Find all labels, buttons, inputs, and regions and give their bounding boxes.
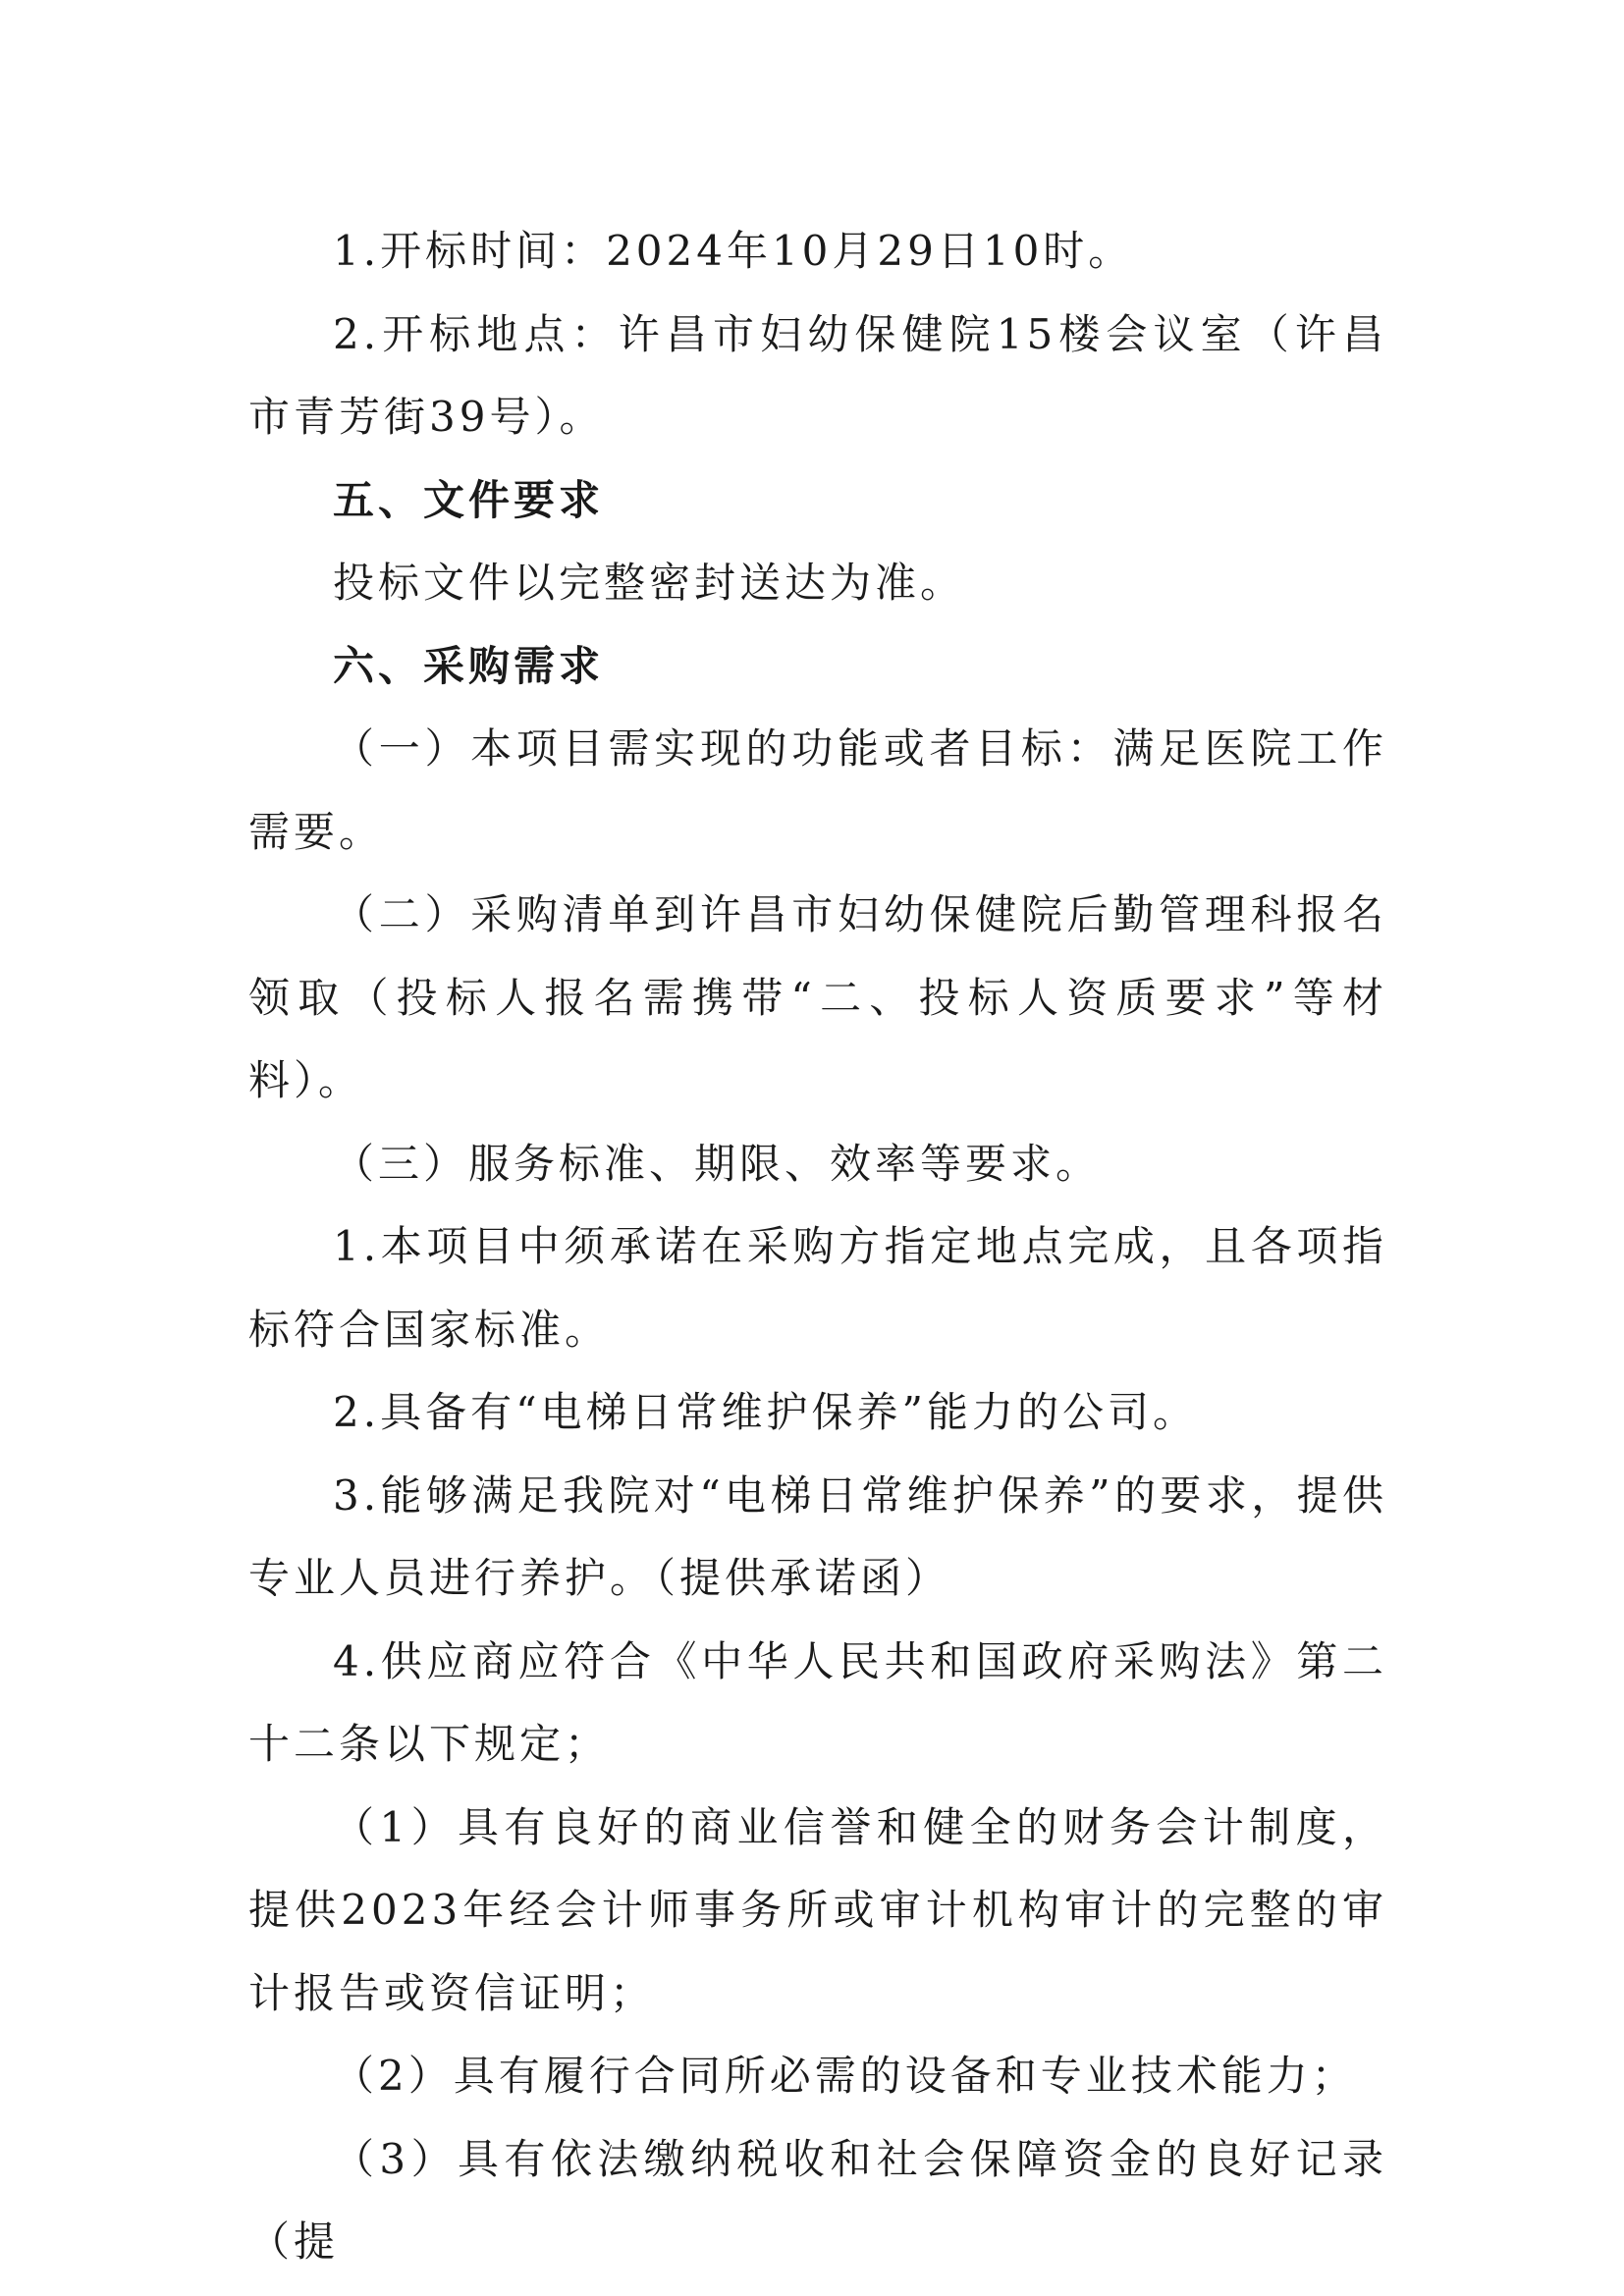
regulation-item-1: （1）具有良好的商业信誉和健全的财务会计制度，提供2023年经会计师事务所或审计机构审计的完整的审计报告或资信证明； [248,1802,1387,2017]
service-standard-2: 2.具备有“电梯日常维护保养”能力的公司。 [333,1388,1199,1436]
file-requirements-text: 投标文件以完整密封送达为准。 [333,559,966,607]
requirement-item-3: （三）服务标准、期限、效率等要求。 [333,1139,1102,1188]
service-standard-4: 4.供应商应符合《中华人民共和国政府采购法》第二十二条以下规定； [248,1636,1387,1768]
requirement-item-1: （一）本项目需实现的功能或者目标：满足医院工作需要。 [248,724,1387,856]
section-heading-file-requirements: 五、文件要求 [333,475,605,524]
regulation-item-3: （3）具有依法缴纳税收和社会保障资金的良好记录（提 [248,2134,1387,2266]
bid-opening-location: 2.开标地点：许昌市妇幼保健院15楼会议室（许昌市青芳街39号）。 [248,309,1387,441]
section-heading-procurement-needs: 六、采购需求 [333,641,605,690]
service-standard-1: 1.本项目中须承诺在采购方指定地点完成，且各项指标符合国家标准。 [248,1222,1387,1354]
regulation-item-2: （2）具有履行合同所必需的设备和专业技术能力； [333,2052,1357,2100]
service-standard-3: 3.能够满足我院对“电梯日常维护保养”的要求，提供专业人员进行养护。（提供承诺函） [248,1470,1387,1602]
requirement-item-2: （二）采购清单到许昌市妇幼保健院后勤管理科报名领取（投标人报名需携带“二、投标人资质要求”等材料）。 [248,890,1387,1104]
bid-opening-time: 1.开标时间：2024年10月29日10时。 [333,227,1134,275]
document-body [248,210,1387,2284]
